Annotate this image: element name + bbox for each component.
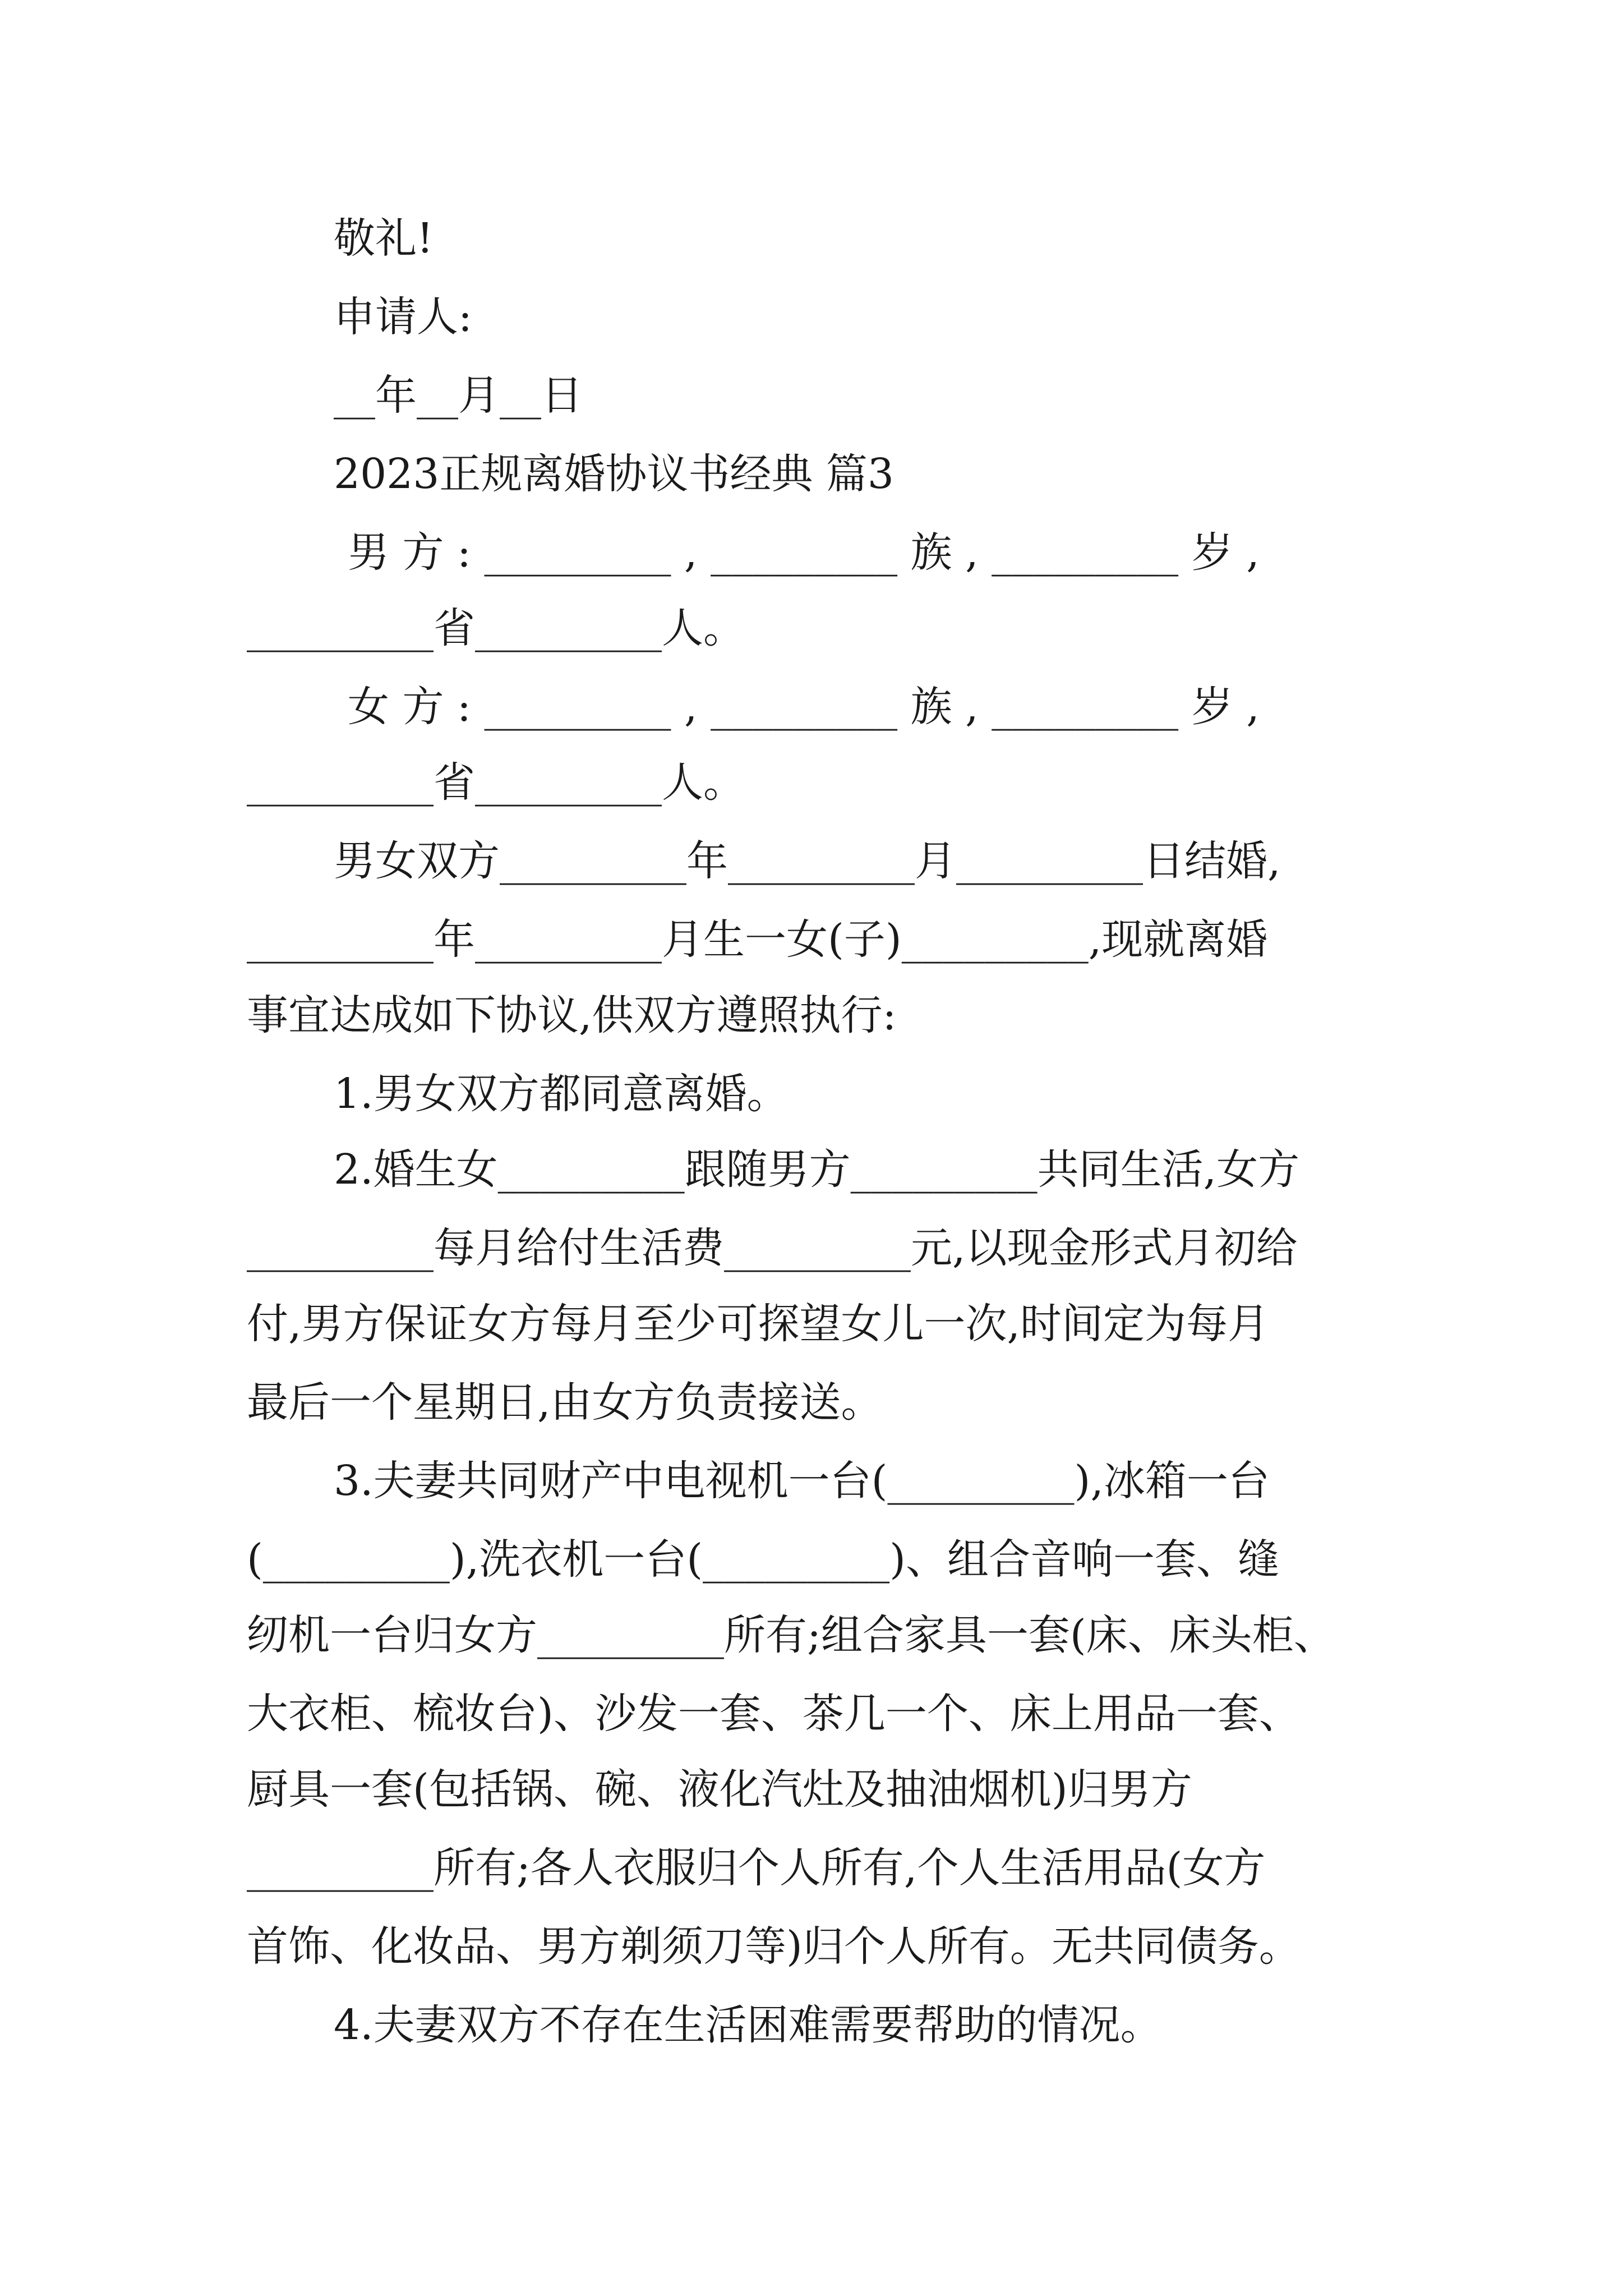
clause-4: 4.夫妻双方不存在生活困难需要帮助的情况。 [334,2001,1162,2049]
date-line: __年__月__日 [334,371,583,420]
paragraph-line: 事宜达成如下协议,供双方遵照执行: [247,991,897,1039]
clause-3: 3.夫妻共同财产中电视机一台(_________),冰箱一台 [334,1457,1270,1505]
clause-2: 2.婚生女_________跟随男方_________共同生活,女方 [334,1145,1300,1194]
paragraph-line: (_________),洗衣机一台(_________)、组合音响一套、缝 [247,1535,1280,1584]
paragraph-line: 男女双方_________年_________月_________日结婚, [334,837,1281,885]
female-party-line: 女 方 : _________ , _________ 族 , _________ 岁 , [348,683,1260,731]
paragraph-line: _________所有;各人衣服归个人所有,个人生活用品(女方 [247,1844,1266,1892]
paragraph-line: _________每月给付生活费_________元,以现金形式月初给 [247,1224,1298,1272]
paragraph-line: 最后一个星期日,由女方负责接送。 [247,1378,883,1427]
closing-salutation: 敬礼! [334,214,434,263]
paragraph-line: 厨具一套(包括锅、碗、液化汽灶及抽油烟机)归男方 [247,1765,1192,1814]
male-party-line: 男 方 : _________ , _________ 族 , _________ 岁 , [348,528,1260,577]
paragraph-line: _________年_________月生一女(子)_________,现就离婚 [247,915,1268,964]
paragraph-line: 首饰、化妆品、男方剃须刀等)归个人所有。无共同债务。 [247,1922,1301,1971]
paragraph-line: 纫机一台归女方_________所有;组合家具一套(床、床头柜、 [247,1611,1335,1659]
clause-1: 1.男女双方都同意离婚。 [334,1070,789,1118]
section-heading: 2023正规离婚协议书经典 篇3 [334,450,894,498]
female-party-origin: _________省_________人。 [247,758,745,807]
male-party-origin: _________省_________人。 [247,604,745,652]
paragraph-line: 付,男方保证女方每月至少可探望女儿一次,时间定为每月 [247,1300,1270,1348]
applicant-label: 申请人: [334,293,472,341]
paragraph-line: 大衣柜、梳妆台)、沙发一套、茶几一个、床上用品一套、 [247,1690,1301,1738]
